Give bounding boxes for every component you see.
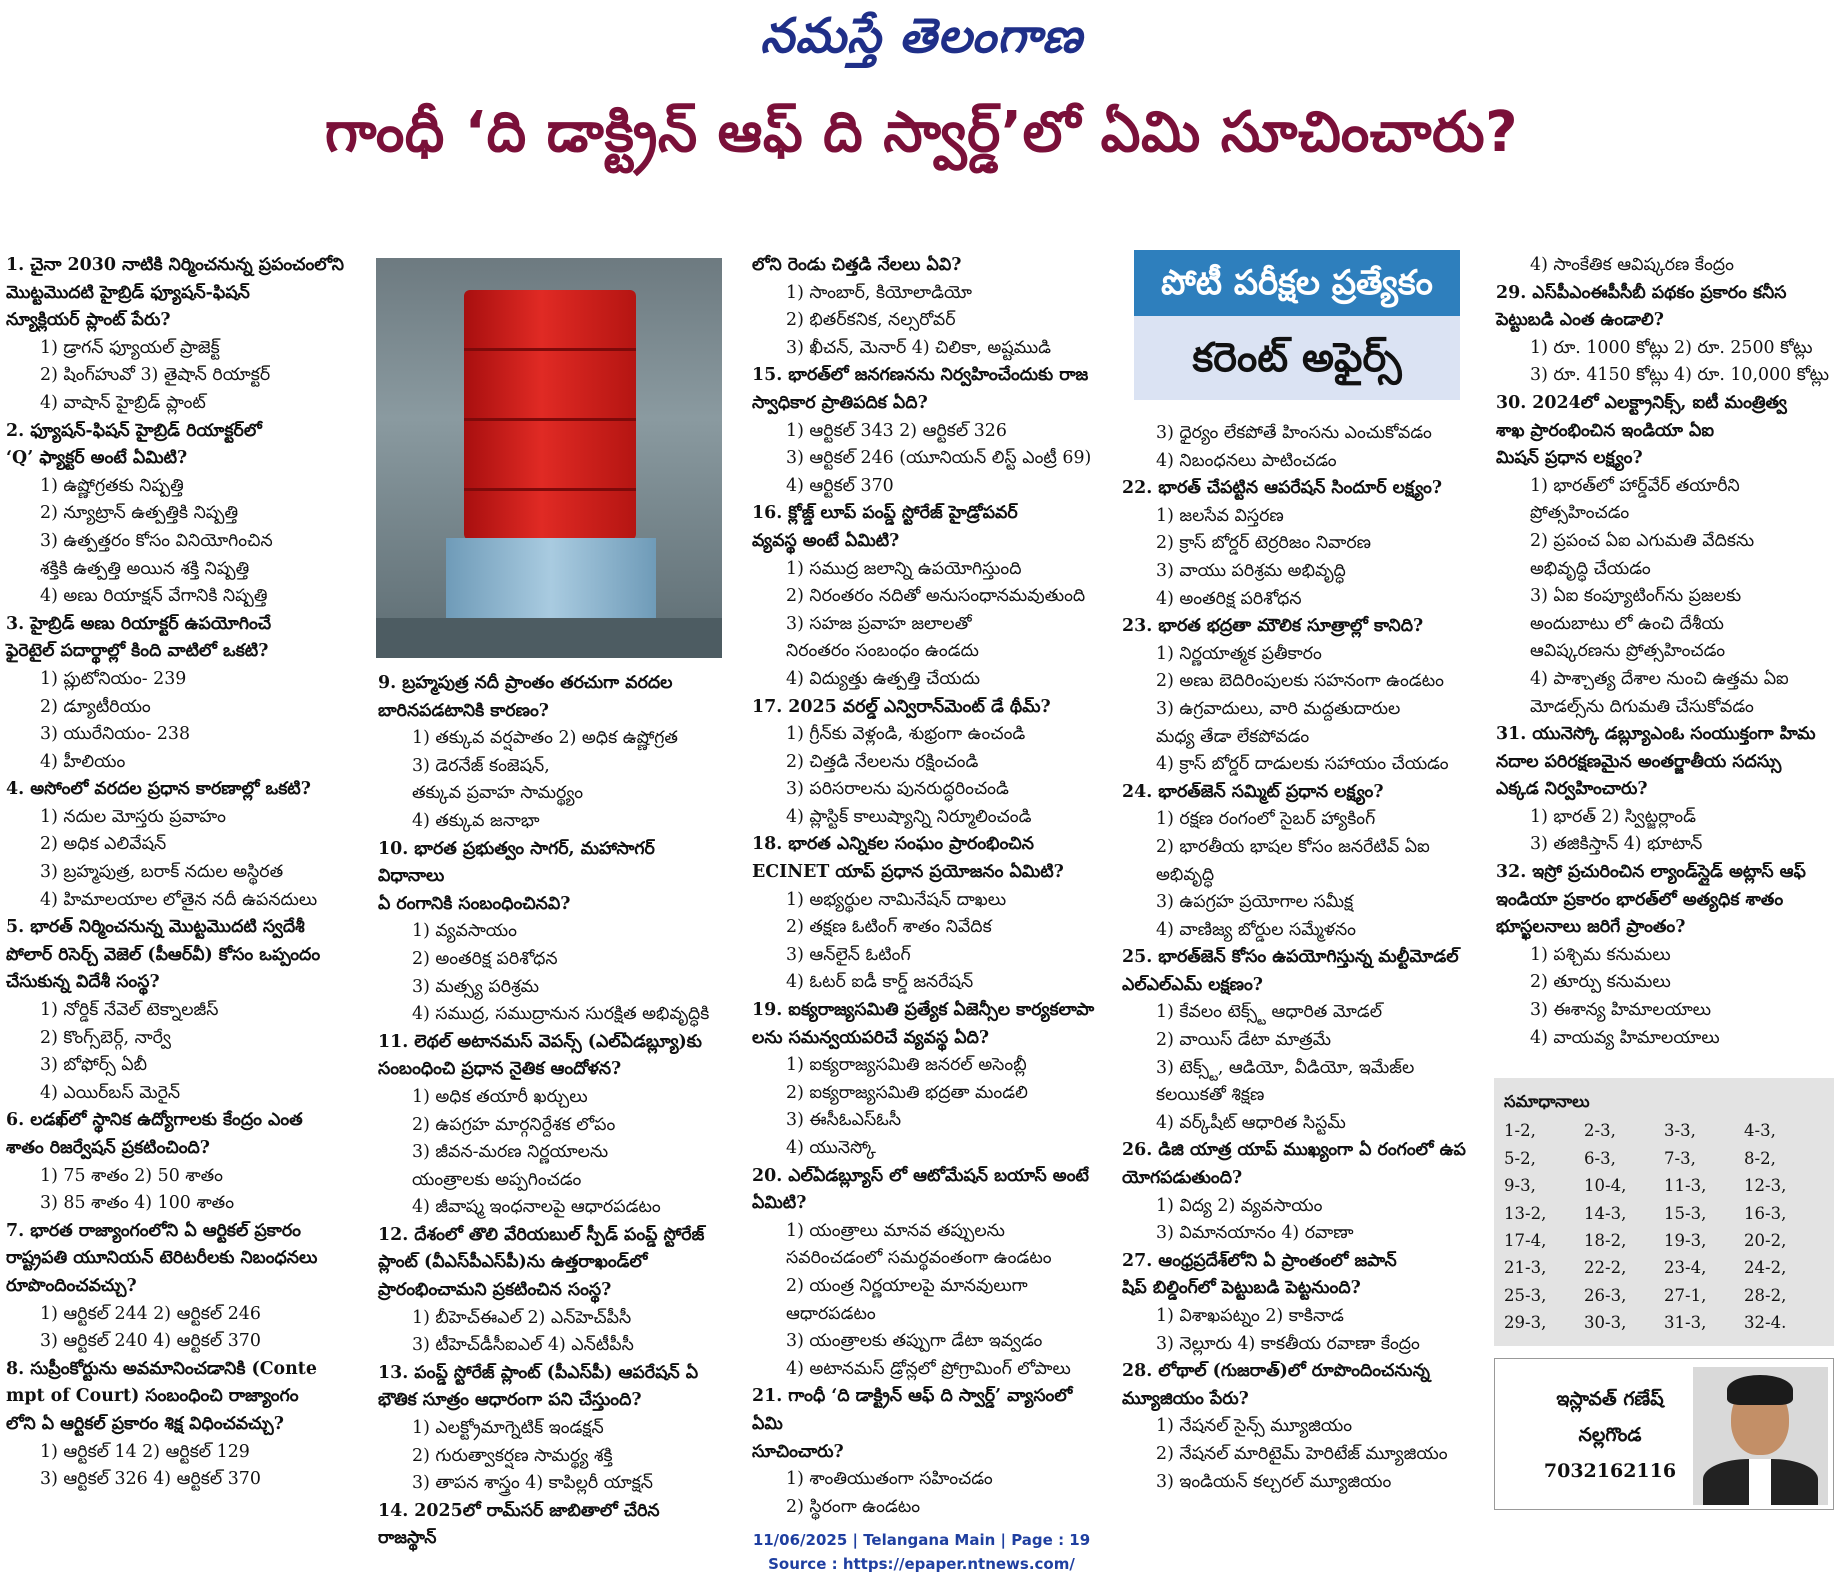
answer-key-item: 6-3,	[1584, 1148, 1616, 1168]
answer-key-item: 8-2,	[1744, 1148, 1776, 1168]
question-text: 11. లెథల్ అటానమస్ వెపన్స్ (ఎల్ఏడబ్ల్యూ)కు	[378, 1031, 702, 1052]
question-text: న్యూక్లియర్ ప్లాంట్ పేరు?	[6, 310, 171, 331]
answer-option: 1) అధిక తయారీ ఖర్చులు	[412, 1086, 588, 1107]
answer-option: 2) తక్షణ ఓటింగ్ శాతం నివేదిక	[786, 917, 992, 938]
answer-option: 4) హీలియం	[40, 751, 126, 772]
question-text: శాతం రిజర్వేషన్ ప్రకటించింది?	[6, 1138, 210, 1158]
answer-key-item: 25-3,	[1504, 1285, 1547, 1305]
answer-option: 2) షింగ్‌హువో 3) తైషాన్ రియాక్టర్	[40, 365, 271, 386]
question-text: స్వాధికార ప్రాతిపదిక ఏది?	[752, 392, 928, 413]
question-text: ప్రారంభించామని ప్రకటించిన సంస్థ?	[378, 1280, 612, 1301]
page-footer	[0, 1528, 1843, 1576]
question-text: 5. భారత్ నిర్మించనున్న మొట్టమొదటి స్వదేశీ	[6, 917, 305, 938]
question-text: నదాల పరిరక్షణమైన అంతర్జాతీయ సదస్సు	[1496, 751, 1782, 772]
answer-key-item: 26-3,	[1584, 1285, 1627, 1305]
answer-option: 1) డ్రాగన్ ఫ్యూయల్ ప్రాజెక్ట్	[40, 337, 220, 358]
answer-option: 1) విద్య 2) వ్యవసాయం	[1156, 1195, 1323, 1216]
author-info	[1515, 1381, 1705, 1489]
answer-key-item: 28-2,	[1744, 1285, 1787, 1305]
answer-option: 3) ఖీచన్, మెనార్ 4) చిలికా, అష్టముడి	[786, 337, 1051, 358]
photo-hair	[1727, 1375, 1793, 1405]
answer-key-item: 15-3,	[1664, 1203, 1707, 1223]
question-text: రూపొందించవచ్చు?	[6, 1275, 137, 1296]
answer-option: 3) యురేనియం- 238	[40, 724, 191, 745]
answer-option: 2) అధిక ఎలివేషన్	[40, 834, 167, 855]
question-text: 10. భారత ప్రభుత్వం సాగర్, మహాసాగర్ విధానాలు	[378, 838, 655, 887]
question-text: భూస్ఖలనాలు జరిగే ప్రాంతం?	[1496, 917, 1686, 938]
answer-option: అభివృద్ధి	[1156, 864, 1215, 885]
question-text: 32. ఇస్రో ప్రచురించిన ల్యాండ్‌స్లైడ్ అట్లాస్ ఆఫ్	[1496, 862, 1806, 883]
answer-option: 2) ఐక్యరాజ్యసమితి భద్రతా మండలి	[786, 1082, 1028, 1103]
answer-option: 4) పాశ్చాత్య దేశాల నుంచి ఉత్తమ ఏఐ	[1530, 668, 1789, 689]
answer-option: 4) క్రాస్ బోర్డర్ దాడులకు సహాయం చేయడం	[1156, 754, 1449, 775]
answer-option: 4) విద్యుత్తు ఉత్పత్తి చేయదు	[786, 668, 980, 689]
answer-option: మోడల్స్‌ను దిగుమతి చేసుకోవడం	[1530, 696, 1754, 717]
answer-option: 1) సాంబార్, కియోలాడియో	[786, 282, 972, 303]
question-text: 30. 2024లో ఎలక్ట్రానిక్స్, ఐటీ మంత్రిత్వ	[1496, 392, 1787, 413]
answer-option: 2) గురుత్వాకర్షణ సామర్థ్య శక్తి	[412, 1445, 613, 1466]
answer-option: 2) క్రాస్ బోర్డర్ టెర్రరిజం నివారణ	[1156, 533, 1372, 554]
question-text: ఏ రంగానికి సంబంధించినవి?	[378, 893, 571, 914]
answer-key-item: 23-4,	[1664, 1258, 1707, 1278]
question-text: 1. చైనా 2030 నాటికి నిర్మించనున్న ప్రపంచంలోని	[6, 255, 344, 275]
answer-key-item: 16-3,	[1744, 1203, 1787, 1223]
question-text: 25. భారత్‌జెన్ కోసం ఉపయోగిస్తున్న మల్టీమోడల్	[1122, 947, 1459, 968]
question-text: సూచించారు?	[752, 1441, 844, 1462]
answer-option: అభివృద్ధి చేయడం	[1530, 558, 1651, 579]
answer-option: 3) టీహెచ్‌డీసీఐఎల్ 4) ఎన్‌టీపీసీ	[412, 1335, 634, 1356]
answer-option: 4) సముద్ర, సముద్రానున సురక్షిత అభివృద్ధికి	[412, 1004, 710, 1025]
answer-option: 3) 85 శాతం 4) 100 శాతం	[40, 1193, 235, 1214]
answer-option: 2) అణు బెదిరింపులకు సహనంగా ఉండటం	[1156, 671, 1444, 692]
answer-option: 1) కేవలం టెక్స్ట్ ఆధారిత మోడల్	[1156, 1002, 1383, 1023]
banner-current-affairs: కరెంట్ అఫైర్స్	[1134, 316, 1460, 400]
section-banner	[1134, 250, 1460, 400]
answer-key-item: 24-2,	[1744, 1258, 1787, 1278]
answer-option: 3) ధైర్యం లేకపోతే హింసను ఎంచుకోవడం	[1156, 423, 1432, 443]
answer-option: 3) ఆర్టికల్ 326 4) ఆర్టికల్ 370	[40, 1469, 261, 1490]
vessel-band	[464, 348, 636, 351]
answer-option: కలయికతో శిక్షణ	[1156, 1085, 1265, 1106]
answer-option: 4) ఓటర్ ఐడీ కార్డ్ జనరేషన్	[786, 972, 974, 993]
answer-option: ఆధారపడటం	[786, 1303, 876, 1324]
question-text: యోగపడుతుంది?	[1122, 1168, 1243, 1189]
author-photo	[1693, 1367, 1828, 1505]
question-text: 29. ఎస్‌పీఎంఈపీసీబీ పథకం ప్రకారం కనీస	[1496, 282, 1787, 303]
question-text: 24. భారత్‌జెన్ సమ్మిట్ ప్రధాన లక్ష్యం?	[1122, 781, 1384, 802]
answer-key-item: 18-2,	[1584, 1231, 1627, 1251]
answer-key-item: 31-3,	[1664, 1313, 1707, 1333]
answer-option: 1) విశాఖపట్నం 2) కాకినాడ	[1156, 1306, 1344, 1326]
answer-option: 2) అంతరిక్ష పరిశోధన	[412, 948, 558, 969]
answer-option: 2) నిరంతరం నదితో అనుసంధానమవుతుంది	[786, 586, 1086, 607]
question-text: మొట్టమొదటి హైబ్రిడ్ ఫ్యూషన్-ఫిషన్	[6, 282, 250, 303]
question-text: పెట్టుబడి ఎంత ఉండాలి?	[1496, 310, 1664, 331]
answer-key-item: 32-4.	[1744, 1313, 1787, 1333]
question-text: 14. 2025లో రామ్‌సర్ జాబితాలో చేరిన రాజస్థాన్	[378, 1500, 660, 1549]
answer-option: 1) వ్యవసాయం	[412, 921, 517, 942]
question-text: ECINET యాప్ ప్రధాన ప్రయోజనం ఏమిటి?	[752, 862, 1064, 883]
answer-option: 2) భితర్‌కనిక, నల్సరోవర్	[786, 310, 956, 331]
question-text: ఇండియా ప్రకారం భారత్‌లో అత్యధిక శాతం	[1496, 889, 1784, 910]
answer-option: 3) సహజ ప్రవాహ జలాలతో	[786, 613, 972, 634]
question-text: ఏమిటి?	[752, 1193, 807, 1214]
question-column-5	[1496, 252, 1841, 1052]
answer-key-item: 9-3,	[1504, 1176, 1536, 1196]
answer-key	[1494, 1078, 1834, 1346]
answer-key-item: 3-3,	[1664, 1121, 1696, 1141]
question-text: 6. లడఖ్‌లో స్థానిక ఉద్యోగాలకు కేంద్రం ఎంత	[6, 1110, 303, 1131]
author-name: ఇస్లావత్ గణేష్	[1556, 1388, 1664, 1410]
question-text: లను సమన్వయపరిచే వ్యవస్థ ఏది?	[752, 1027, 990, 1048]
question-column-1	[6, 252, 351, 1494]
question-text: ‘Q’ ఫ్యాక్టర్ అంటే ఏమిటి?	[6, 448, 188, 469]
question-text: సంబంధించి ప్రధాన నైతిక ఆందోళన?	[378, 1059, 622, 1080]
answer-option: 1) సముద్ర జలాన్ని ఉపయోగిస్తుంది	[786, 558, 1022, 579]
answer-option: 3) ఆన్‌లైన్ ఓటింగ్	[786, 944, 911, 965]
answer-option: 3) ఉగ్రవాదులు, వారి మద్దతుదారుల	[1156, 698, 1401, 719]
answer-option: 3) పరిసరాలను పునరుద్ధరించండి	[786, 779, 1009, 800]
question-text: 19. ఐక్యరాజ్యసమితి ప్రత్యేక ఏజెన్సీల కార్యకలాపా	[752, 1000, 1095, 1021]
author-place: నల్లగొండ	[1578, 1424, 1642, 1446]
question-text: 20. ఎల్ఏడబ్ల్యూస్ లో ఆటోమేషన్ బయాస్ అంటే	[752, 1165, 1089, 1186]
vessel-band	[464, 488, 636, 491]
answer-option: 2) వాయిస్ డేటా మాత్రమే	[1156, 1030, 1332, 1051]
question-text: లోని ఏ ఆర్టికల్ ప్రకారం శిక్ష విధించవచ్చు?	[6, 1413, 284, 1434]
question-text: 21. గాంధీ ‘ది డాక్ట్రిన్ ఆఫ్ ది స్వార్డ్’ వ్యాసంలో ఏమి	[752, 1386, 1073, 1434]
answer-option: 3) రూ. 4150 కోట్లు 4) రూ. 10,000 కోట్లు	[1530, 365, 1830, 386]
author-phone: 7032162116	[1543, 1460, 1677, 1482]
answer-option: 3) ఈశాన్య హిమాలయాలు	[1530, 1000, 1712, 1021]
answer-option: అందుబాటు లో ఉంచి దేశీయ	[1530, 613, 1724, 634]
answer-option: 3) తజికిస్తాన్ 4) భూటాన్	[1530, 834, 1703, 855]
answer-option: 2) న్యూట్రాన్ ఉత్పత్తికి నిష్పత్తి	[40, 503, 239, 524]
question-text: 2. ఫ్యూషన్-ఫిషన్ హైబ్రిడ్ రియాక్టర్‌లో	[6, 420, 262, 441]
answer-option: 1) ఆర్టికల్ 14 2) ఆర్టికల్ 129	[40, 1441, 250, 1462]
answer-option: 1) గ్రీన్‌కు వెళ్లండి, శుభ్రంగా ఉంచండి	[786, 724, 1026, 745]
answer-option: 4) వాషాన్ హైబ్రిడ్ ప్లాంట్	[40, 392, 206, 413]
answer-option: 1) రూ. 1000 కోట్లు 2) రూ. 2500 కోట్లు	[1530, 337, 1813, 358]
answer-option: 4) నిబంధనలు పాటించడం	[1156, 450, 1337, 471]
answer-key-item: 13-2,	[1504, 1203, 1547, 1223]
answer-option: 3) ఏఐ కంప్యూటింగ్‌ను ప్రజలకు	[1530, 586, 1742, 607]
reactor-floor	[376, 618, 722, 658]
question-column-2	[378, 670, 723, 1553]
question-text: వ్యవస్థ అంటే ఏమిటి?	[752, 530, 900, 551]
question-text: 3. హైబ్రిడ్ అణు రియాక్టర్ ఉపయోగించే	[6, 613, 272, 634]
answer-option: 1) పశ్చిమ కనుమలు	[1530, 944, 1671, 965]
answer-option: 3) ఆర్టికల్ 246 (యూనియన్ లిస్ట్ ఎంట్రీ 69)	[786, 448, 1092, 469]
answer-key-item: 11-3,	[1664, 1176, 1707, 1196]
answer-key-item: 30-3,	[1584, 1313, 1627, 1333]
question-text: 27. ఆంధ్రప్రదేశ్‌లోని ఏ ప్రాంతంలో జపాన్	[1122, 1250, 1397, 1271]
answer-option: 2) కొంగ్స్‌బెర్గ్, నార్వే	[40, 1027, 171, 1048]
answer-option: 1) ఆర్టికల్ 244 2) ఆర్టికల్ 246	[40, 1303, 261, 1324]
answer-option: 4) అంతరిక్ష పరిశోధన	[1156, 588, 1302, 609]
question-text: 23. భారత భద్రతా మౌలిక సూత్రాల్లో కానిది?	[1122, 616, 1424, 637]
answer-option: 3) తాపన శాస్త్రం 4) కాపిల్లరీ యాక్షన్	[412, 1473, 653, 1494]
question-text: పోలార్ రిసెర్చ్ వెజెల్ (పీఆర్‌వీ) కోసం ఒప్పందం	[6, 944, 321, 965]
answer-option: 1) ఆర్టికల్ 343 2) ఆర్టికల్ 326	[786, 420, 1007, 441]
answer-option: 2) భారతీయ భాషల కోసం జనరేటివ్ ఏఐ	[1156, 836, 1430, 857]
question-text: మ్యూజియం పేరు?	[1122, 1388, 1249, 1409]
footer-source-link[interactable]: Source : https://epaper.ntnews.com/	[768, 1555, 1075, 1573]
answer-option: 2) ప్రపంచ ఏఐ ఎగుమతి వేదికను	[1530, 530, 1755, 551]
answer-key-item: 12-3,	[1744, 1176, 1787, 1196]
answer-key-item: 10-4,	[1584, 1176, 1627, 1196]
question-text: ప్లాంట్ (వీఎస్‌పీఎస్‌పీ)ను ఉత్తరాఖండ్‌లో	[378, 1252, 648, 1273]
answer-option: 1) జలసేవ విస్తరణ	[1156, 505, 1284, 526]
answer-option: 3) ఈసీఓఎస్ఓసీ	[786, 1110, 902, 1131]
answer-option: 2) యంత్ర నిర్ణయాలపై మానవులుగా	[786, 1275, 1028, 1296]
answer-option: 2) డ్యూటీరియం	[40, 696, 151, 717]
answer-option: 4) వర్క్‌షీట్ ఆధారిత సిస్టమ్	[1156, 1112, 1346, 1133]
answer-option: 1) రక్షణ రంగంలో సైబర్ హ్యాకింగ్	[1156, 809, 1376, 830]
answer-option: 1) అభ్యర్థుల నామినేషన్ దాఖలు	[786, 889, 1007, 910]
answer-option: 4) తక్కువ జనాభా	[412, 810, 540, 831]
answer-option: 3) ఆర్టికల్ 240 4) ఆర్టికల్ 370	[40, 1331, 261, 1352]
question-text: 13. పంప్డ్ స్టోరేజ్ ప్లాంట్ (పీఎస్‌పీ) ఆపరేషన్ ఏ	[378, 1362, 699, 1383]
answer-key-item: 5-2,	[1504, 1148, 1536, 1168]
question-text: 26. డిజి యాత్ర యాప్ ముఖ్యంగా ఏ రంగంలో ఉప	[1122, 1140, 1466, 1161]
question-text: చేసుకున్న విదేశీ సంస్థ?	[6, 972, 160, 993]
answer-option: 1) ఐక్యరాజ్యసమితి జనరల్ అసెంబ్లీ	[786, 1055, 1027, 1076]
question-text: mpt of Court) సంబంధించి రాజ్యాంగం	[6, 1386, 299, 1407]
question-column-4	[1122, 420, 1477, 1496]
question-text: షిప్ బిల్డింగ్‌లో పెట్టుబడి పెట్టనుంది?	[1122, 1278, 1361, 1299]
answer-option: 3) బోఫోర్స్ ఏబీ	[40, 1055, 148, 1076]
question-text: లోని రెండు చిత్తడి నేలలు ఏవి?	[752, 255, 962, 275]
answer-option: సవరించడంలో సమర్థవంతంగా ఉండటం	[786, 1248, 1052, 1269]
answer-key-item: 17-4,	[1504, 1231, 1547, 1251]
answer-option: 3) యంత్రాలకు తప్పుగా డేటా ఇవ్వడం	[786, 1331, 1043, 1352]
answer-option: 3) ఉపగ్రహ ప్రయోగాల సమీక్ష	[1156, 892, 1354, 913]
answer-option: 4) ఎయిర్‌బస్ మెరైన్	[40, 1082, 181, 1103]
answer-option: 1) భారత్ 2) స్విట్జర్లాండ్	[1530, 806, 1696, 827]
newspaper-masthead: నమస్తే తెలంగాణ	[760, 8, 1083, 64]
question-text: ఎల్ఎల్ఎమ్ లక్షణం?	[1122, 974, 1263, 995]
question-column-3	[752, 252, 1097, 1521]
answer-key-title: సమాధానాలు	[1504, 1092, 1590, 1111]
answer-option: 3) నెల్లూరు 4) కాకతీయ రవాణా కేంద్రం	[1156, 1333, 1420, 1354]
answer-option: 1) తక్కువ వర్షపాతం 2) అధిక ఉష్ణోగ్రత	[412, 728, 678, 749]
answer-key-item: 14-3,	[1584, 1203, 1627, 1223]
answer-option: 1) ప్లుటోనియం- 239	[40, 668, 187, 689]
answer-option: శక్తికి ఉత్పత్తి అయిన శక్తి నిష్పత్తి	[40, 558, 250, 579]
answer-key-item: 27-1,	[1664, 1285, 1707, 1305]
answer-option: 3) జీవన-మరణ నిర్ణయాలను	[412, 1142, 609, 1163]
page-headline: గాంధీ ‘ది డాక్ట్రిన్ ఆఫ్ ది స్వార్డ్’లో ఏమి సూచించారు?	[324, 100, 1519, 165]
answer-option: 4) ఆర్టికల్ 370	[786, 475, 894, 496]
answer-option: 4) యునెస్కో	[786, 1138, 876, 1158]
answer-key-item: 1-2,	[1504, 1121, 1536, 1141]
answer-option: 1) యంత్రాలు మానవ తప్పులను	[786, 1220, 1005, 1241]
answer-key-item: 19-3,	[1664, 1231, 1707, 1251]
answer-option: నిరంతరం సంబంధం ఉండదు	[786, 641, 979, 662]
question-text: మిషన్ ప్రధాన లక్ష్యం?	[1496, 448, 1643, 469]
answer-option: 1) నిర్ణయాత్మక ప్రతీకారం	[1156, 643, 1322, 664]
answer-option: 4) జీవాష్మ ఇంధనాలపై ఆధారపడటం	[412, 1197, 661, 1218]
answer-key-item: 21-3,	[1504, 1258, 1547, 1278]
answer-option: 1) శాంతియుతంగా సహించడం	[786, 1469, 993, 1490]
answer-key-item: 22-2,	[1584, 1258, 1627, 1278]
answer-option: 4) వాణిజ్య బోర్డుల సమ్మేళనం	[1156, 919, 1356, 940]
question-text: 22. భారత్ చేపట్టిన ఆపరేషన్ సిందూర్ లక్ష్యం?	[1122, 478, 1443, 499]
answer-option: యంత్రాలకు అప్పగించడం	[412, 1169, 582, 1190]
answer-option: 2) చిత్తడి నేలలను రక్షించండి	[786, 751, 979, 772]
question-text: శాఖ ప్రారంభించిన ఇండియా ఏఐ	[1496, 420, 1715, 441]
author-box	[1494, 1358, 1834, 1510]
question-text: 31. యునెస్కో డబ్ల్యూఎంఓ సంయుక్తంగా హిమ	[1496, 724, 1816, 745]
answer-option: 3) టెక్స్ట్, ఆడియో, వీడియో, ఇమేజ్‌ల	[1156, 1057, 1415, 1078]
vessel-band	[464, 418, 636, 421]
answer-option: ఆవిష్కరణను ప్రోత్సహించడం	[1530, 641, 1726, 662]
answer-option: 2) తూర్పు కనుమలు	[1530, 972, 1671, 993]
question-text: ఎక్కడ నిర్వహించారు?	[1496, 779, 1648, 800]
question-text: 15. భారత్‌లో జనగణనను నిర్వహించేందుకు రాజ	[752, 365, 1089, 386]
answer-key-item: 4-3,	[1744, 1121, 1776, 1141]
question-text: 16. క్లోజ్డ్ లూప్ పంప్డ్ స్టోరేజ్ హైడ్రోపవర్	[752, 503, 1018, 524]
answer-option: 3) డెరనేజ్ కంజెషన్,	[412, 755, 550, 776]
question-text: రాష్ట్రపతి యూనియన్ టెరిటరీలకు నిబంధనలు	[6, 1248, 318, 1269]
question-text: బారినపడటానికి కారణం?	[378, 700, 549, 721]
answer-option: 3) విమానయానం 4) రవాణా	[1156, 1223, 1354, 1244]
reactor-photo	[376, 258, 722, 658]
answer-option: 4) హిమాలయాల లోతైన నదీ ఉపనదులు	[40, 889, 318, 910]
answer-option: 1) 75 శాతం 2) 50 శాతం	[40, 1165, 223, 1186]
answer-option: 3) ఇండియన్ కల్చరల్ మ్యూజియం	[1156, 1471, 1392, 1492]
answer-option: తక్కువ ప్రవాహ సామర్థ్యం	[412, 783, 584, 804]
question-text: 7. భారత రాజ్యాంగంలోని ఏ ఆర్టికల్ ప్రకారం	[6, 1220, 301, 1241]
answer-option: 2) నేషనల్ మారిటైమ్ హెరిటేజ్ మ్యూజియం	[1156, 1443, 1448, 1464]
question-text: 18. భారత ఎన్నికల సంఘం ప్రారంభించిన	[752, 834, 1034, 855]
question-text: ఫైరెటైల్ పదార్థాల్లో కింది వాటిలో ఒకటి?	[6, 641, 269, 662]
answer-option: 1) భారత్‌లో హార్డ్‌వేర్ తయారీని	[1530, 475, 1740, 496]
answer-option: 4) సాంకేతిక ఆవిష్కరణ కేంద్రం	[1530, 255, 1734, 275]
answer-option: 1) బీహెచ్ఈఎల్ 2) ఎన్‌హెచ్‌పీసీ	[412, 1307, 632, 1328]
question-text: భౌతిక సూత్రం ఆధారంగా పని చేస్తుంది?	[378, 1390, 642, 1411]
answer-option: 2) ఉపగ్రహ మార్గనిర్దేశక లోపం	[412, 1114, 616, 1135]
answer-option: 3) బ్రహ్మపుత్ర, బరాక్ నదుల అస్థిరత	[40, 862, 284, 883]
answer-option: 1) నదుల మోస్తరు ప్రవాహం	[40, 806, 226, 827]
answer-option: 3) వాయు పరిశ్రమ అభివృద్ధి	[1156, 560, 1346, 581]
footer-date-edition: 11/06/2025 | Telangana Main | Page : 19	[752, 1531, 1091, 1549]
question-text: 8. సుప్రీంకోర్టును అవమానించడానికి (Conte	[6, 1358, 317, 1379]
answer-option: ప్రోత్సహించడం	[1530, 503, 1630, 524]
reactor-vessel	[464, 290, 636, 540]
answer-option: 4) వాయవ్య హిమాలయాలు	[1530, 1027, 1720, 1048]
answer-key-item: 7-3,	[1664, 1148, 1696, 1168]
question-text: 4. అసోంలో వరదల ప్రధాన కారణాల్లో ఒకటి?	[6, 779, 311, 800]
answer-option: మధ్య తేడా లేకపోవడం	[1156, 726, 1310, 747]
answer-option: 1) ఎలక్ట్రోమాగ్నెటిక్ ఇండక్షన్	[412, 1418, 604, 1439]
question-text: 17. 2025 వరల్డ్ ఎన్విరాన్‌మెంట్ డే థీమ్?	[752, 696, 1051, 717]
answer-key-item: 29-3,	[1504, 1313, 1547, 1333]
answer-option: 4) అటానమస్ డ్రోన్లలో ప్రోగ్రామింగ్ లోపాలు	[786, 1358, 1071, 1379]
answer-option: 3) మత్స్య పరిశ్రమ	[412, 976, 540, 997]
answer-key-item: 2-3,	[1584, 1121, 1616, 1141]
answer-option: 2) స్థిరంగా ఉండటం	[786, 1496, 921, 1517]
banner-competitive-exams: పోటీ పరీక్షల ప్రత్యేకం	[1134, 250, 1460, 316]
answer-key-item: 20-2,	[1744, 1231, 1787, 1251]
question-text: 9. బ్రహ్మపుత్ర నదీ ప్రాంతం తరచుగా వరదల	[378, 673, 673, 693]
answer-option: 1) నేషనల్ సైన్స్ మ్యూజియం	[1156, 1416, 1353, 1437]
question-text: 12. దేశంలో తొలి వేరియబుల్ స్పీడ్ పంప్డ్ స్టోరేజ్	[378, 1224, 705, 1245]
answer-key-grid	[1504, 1117, 1824, 1336]
answer-option: 1) నోర్డిక్ నేవెల్ టెక్నాలజీస్	[40, 1000, 219, 1021]
answer-option: 3) ఉత్పత్తరం కోసం వినియోగించిన	[40, 530, 273, 551]
photo-shirt	[1749, 1459, 1771, 1505]
answer-option: 4) ప్లాస్టిక్ కాలుష్యాన్ని నిర్మూలించండి	[786, 806, 1032, 827]
question-text: 28. లోథాల్ (గుజరాత్)లో రూపొందించనున్న	[1122, 1361, 1430, 1382]
answer-option: 1) ఉష్ణోగ్రతకు నిష్పత్తి	[40, 475, 184, 496]
answer-option: 4) అణు రియాక్షన్ వేగానికి నిష్పత్తి	[40, 586, 268, 607]
